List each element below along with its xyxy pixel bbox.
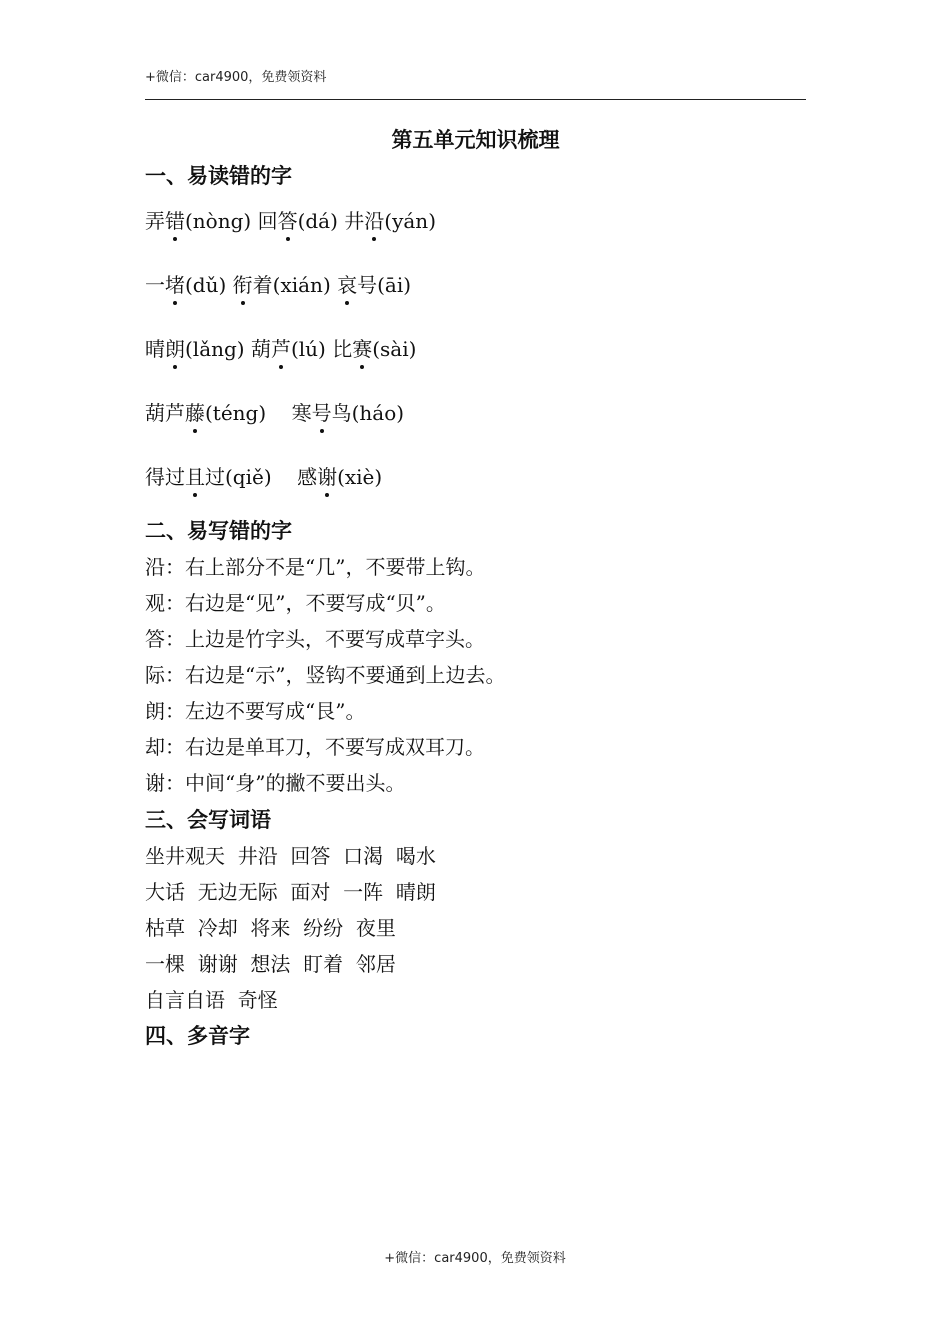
entry-suffix: 鸟 <box>331 401 352 425</box>
entry-prefix: 感 <box>297 465 318 489</box>
pinyin-row <box>145 269 411 298</box>
section-heading-words: 三、会写词语 <box>145 808 271 832</box>
pinyin-reading: (nòng) <box>185 209 252 233</box>
dotted-character: 沿 <box>364 205 384 234</box>
word-row: 大话 无边无际 面对 一阵 晴朗 <box>145 880 436 904</box>
entry-prefix: 晴 <box>145 337 165 361</box>
entry-prefix: 回 <box>257 209 278 233</box>
pinyin-reading: (téng) <box>205 401 267 425</box>
section-heading-miswritten: 二、易写错的字 <box>145 519 292 543</box>
pinyin-reading: (yán) <box>384 209 436 233</box>
writing-tip-line: 沿：右上部分不是“几”，不要带上钩。 <box>145 555 486 579</box>
word-row: 自言自语 奇怪 <box>145 988 278 1012</box>
entry-prefix: 寒 <box>291 401 312 425</box>
pinyin-entry <box>145 209 258 233</box>
pinyin-entry <box>145 273 233 297</box>
dotted-character: 衔 <box>233 269 253 298</box>
entry-prefix: 一 <box>145 273 165 297</box>
entry-prefix: 葫 <box>250 337 271 361</box>
entry-suffix: 号 <box>357 273 378 297</box>
writing-tip-line: 答：上边是竹字头，不要写成草字头。 <box>145 627 485 651</box>
pinyin-entry <box>251 337 332 361</box>
dotted-character: 朗 <box>165 333 185 362</box>
pinyin-entry <box>145 465 297 489</box>
pinyin-reading: (āi) <box>377 273 412 297</box>
dotted-character: 哀 <box>337 269 357 298</box>
pinyin-reading: (dǔ) <box>185 273 227 297</box>
pinyin-entry <box>297 465 382 489</box>
entry-suffix: 着 <box>252 273 273 297</box>
pinyin-reading: (sài) <box>372 337 417 361</box>
entry-separator <box>266 401 291 425</box>
dotted-character: 芦 <box>271 333 291 362</box>
dotted-character: 谢 <box>317 461 337 490</box>
pinyin-entry <box>344 209 436 233</box>
pinyin-reading: (lǎng) <box>185 337 245 361</box>
pinyin-row <box>145 205 436 234</box>
pinyin-row <box>145 461 382 490</box>
pinyin-reading: (xiè) <box>337 465 383 489</box>
writing-tip-line: 谢：中间“身”的撇不要出头。 <box>145 771 406 795</box>
entry-suffix: 过 <box>205 465 225 489</box>
dotted-character: 答 <box>278 205 298 234</box>
pinyin-reading: (háo) <box>351 401 405 425</box>
pinyin-row <box>145 333 416 362</box>
pinyin-entry <box>292 401 404 425</box>
entry-prefix: 比 <box>332 337 353 361</box>
writing-tip-line: 际：右边是“示”，竖钩不要通到上边去。 <box>145 663 506 687</box>
entry-prefix: 弄 <box>145 209 165 233</box>
pinyin-reading: (xián) <box>272 273 331 297</box>
pinyin-entry <box>145 337 251 361</box>
pinyin-reading: (lú) <box>290 337 326 361</box>
pinyin-entry <box>145 401 292 425</box>
pinyin-reading: (dá) <box>297 209 338 233</box>
dotted-character: 且 <box>185 461 205 490</box>
page-title: 第五单元知识梳理 <box>391 128 560 152</box>
writing-tip-line: 朗：左边不要写成“艮”。 <box>145 699 366 723</box>
pinyin-entry <box>233 273 337 297</box>
entry-prefix: 葫芦 <box>145 401 185 425</box>
dotted-character: 堵 <box>165 269 185 298</box>
writing-tip-line: 观：右边是“见”，不要写成“贝”。 <box>145 591 446 615</box>
word-row: 枯草 冷却 将来 纷纷 夜里 <box>145 916 396 940</box>
section-heading-polyphones: 四、多音字 <box>145 1024 250 1048</box>
entry-separator <box>272 465 297 489</box>
dotted-character: 藤 <box>185 397 205 426</box>
entry-prefix: 得过 <box>145 465 185 489</box>
entry-prefix: 井 <box>344 209 365 233</box>
header-divider <box>145 99 806 100</box>
pinyin-entry <box>337 273 411 297</box>
section-heading-misread: 一、易读错的字 <box>145 164 292 188</box>
writing-tip-line: 却：右边是单耳刀，不要写成双耳刀。 <box>145 735 485 759</box>
pinyin-entry <box>258 209 345 233</box>
header-watermark-note: +微信：car4900，免费领资料 <box>145 70 327 85</box>
pinyin-row <box>145 397 404 426</box>
word-row: 坐井观天 井沿 回答 口渴 喝水 <box>145 844 436 868</box>
footer-watermark-note: +微信：car4900，免费领资料 <box>384 1251 566 1266</box>
pinyin-reading: (qiě) <box>225 465 272 489</box>
dotted-character: 赛 <box>352 333 372 362</box>
pinyin-entry <box>332 337 416 361</box>
word-row: 一棵 谢谢 想法 盯着 邻居 <box>145 952 396 976</box>
dotted-character: 号 <box>312 397 332 426</box>
dotted-character: 错 <box>165 205 185 234</box>
